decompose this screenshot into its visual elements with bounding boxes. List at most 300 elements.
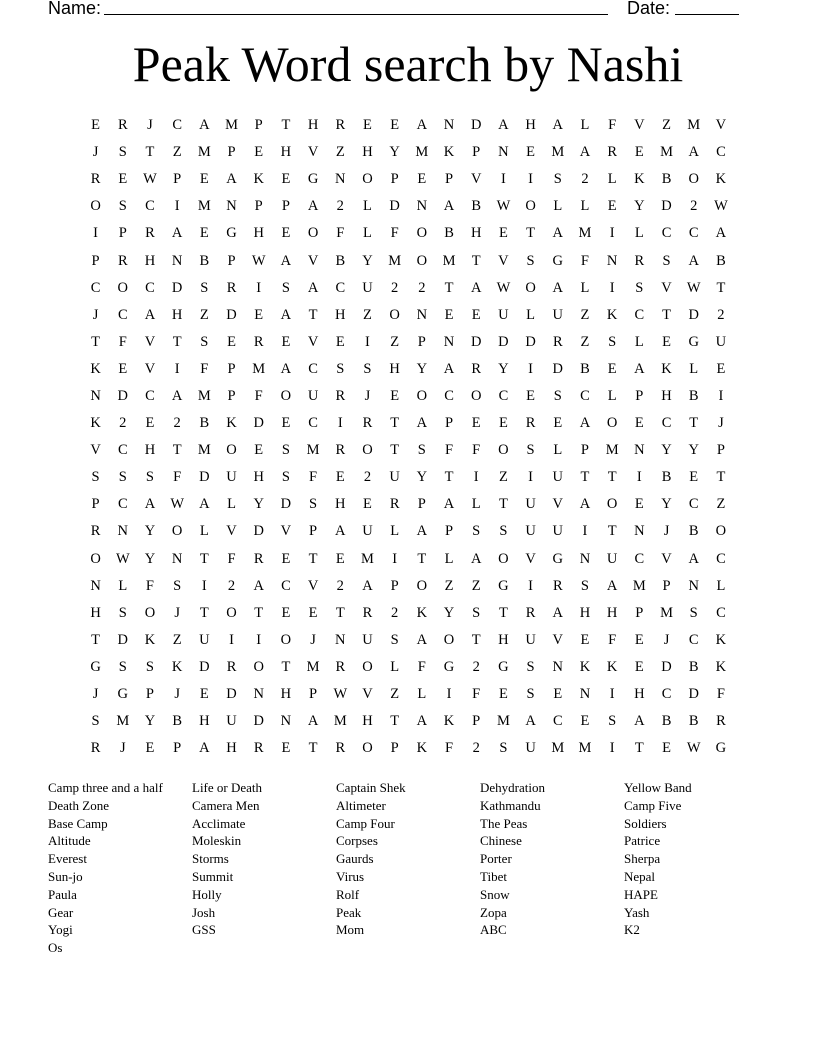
grid-cell[interactable]: H [280, 686, 292, 703]
grid-cell[interactable]: A [552, 279, 564, 296]
grid-cell[interactable]: F [608, 631, 617, 648]
grid-cell[interactable]: O [362, 442, 373, 459]
grid-cell[interactable]: A [199, 496, 210, 513]
grid-cell[interactable]: S [417, 442, 426, 459]
grid-cell[interactable]: H [634, 686, 645, 703]
grid-cell[interactable]: T [335, 604, 345, 621]
grid-cell[interactable]: C [716, 604, 726, 621]
grid-cell[interactable]: S [635, 279, 644, 296]
grid-cell[interactable]: S [662, 252, 671, 269]
grid-cell[interactable]: K [606, 658, 618, 675]
grid-cell[interactable]: E [498, 686, 508, 703]
grid-cell[interactable]: D [688, 306, 699, 323]
grid-cell[interactable]: C [172, 117, 182, 134]
grid-cell[interactable]: B [661, 171, 672, 188]
grid-cell[interactable]: I [256, 631, 262, 648]
grid-cell[interactable]: U [362, 279, 373, 296]
grid-cell[interactable]: I [229, 631, 234, 648]
grid-cell[interactable]: F [580, 252, 589, 269]
grid-cell[interactable]: A [335, 523, 346, 540]
grid-cell[interactable]: C [661, 415, 672, 432]
grid-cell[interactable]: D [199, 469, 210, 486]
grid-cell[interactable]: R [335, 442, 346, 459]
grid-cell[interactable]: E [498, 415, 508, 432]
grid-cell[interactable]: 2 [717, 306, 725, 323]
grid-cell[interactable]: E [281, 333, 291, 350]
grid-cell[interactable]: I [582, 523, 588, 540]
grid-cell[interactable]: N [552, 658, 564, 675]
grid-cell[interactable]: S [390, 631, 399, 648]
grid-cell[interactable]: H [226, 740, 237, 757]
grid-cell[interactable]: T [172, 442, 182, 459]
grid-cell[interactable]: H [335, 306, 346, 323]
grid-cell[interactable]: O [525, 279, 536, 296]
grid-cell[interactable]: M [415, 144, 429, 161]
grid-cell[interactable]: R [253, 740, 264, 757]
grid-cell[interactable]: R [90, 171, 101, 188]
grid-cell[interactable]: L [553, 442, 563, 459]
grid-cell[interactable]: B [661, 469, 672, 486]
grid-cell[interactable]: T [390, 415, 400, 432]
grid-cell[interactable]: M [197, 442, 211, 459]
grid-cell[interactable]: B [335, 252, 346, 269]
grid-cell[interactable]: M [333, 713, 347, 730]
grid-cell[interactable]: U [199, 631, 210, 648]
grid-cell[interactable]: Y [253, 496, 264, 513]
grid-cell[interactable]: C [145, 198, 155, 215]
grid-cell[interactable]: T [417, 550, 427, 567]
grid-cell[interactable]: P [390, 171, 399, 188]
grid-cell[interactable]: P [227, 144, 236, 161]
grid-cell[interactable]: D [498, 333, 509, 350]
grid-cell[interactable]: K [606, 306, 618, 323]
grid-cell[interactable]: K [253, 171, 264, 188]
date-blank-line[interactable] [675, 14, 739, 15]
grid-cell[interactable]: L [634, 225, 644, 242]
grid-cell[interactable]: O [90, 198, 101, 215]
grid-cell[interactable]: R [362, 415, 373, 432]
grid-cell[interactable]: S [118, 469, 127, 486]
grid-cell[interactable]: P [417, 496, 426, 513]
grid-cell[interactable]: J [92, 686, 99, 703]
grid-cell[interactable]: P [635, 604, 644, 621]
grid-cell[interactable]: 2 [173, 415, 181, 432]
grid-cell[interactable]: L [227, 496, 236, 513]
grid-cell[interactable]: M [551, 740, 565, 757]
grid-cell[interactable]: F [118, 333, 127, 350]
grid-cell[interactable]: L [363, 225, 372, 242]
grid-cell[interactable]: O [715, 523, 727, 540]
grid-cell[interactable]: B [444, 225, 454, 242]
grid-cell[interactable]: J [92, 306, 99, 323]
grid-cell[interactable]: A [579, 496, 591, 513]
grid-cell[interactable]: S [526, 442, 535, 459]
grid-cell[interactable]: K [90, 360, 101, 377]
grid-cell[interactable]: F [472, 686, 481, 703]
grid-cell[interactable]: I [201, 577, 207, 594]
grid-cell[interactable]: G [90, 658, 101, 675]
grid-cell[interactable]: T [526, 225, 536, 242]
grid-cell[interactable]: P [417, 333, 426, 350]
grid-cell[interactable]: Z [390, 333, 400, 350]
grid-cell[interactable]: S [608, 713, 617, 730]
grid-cell[interactable]: C [308, 360, 318, 377]
grid-cell[interactable]: T [498, 604, 508, 621]
grid-cell[interactable]: Z [498, 469, 508, 486]
grid-cell[interactable]: S [118, 604, 127, 621]
grid-cell[interactable]: W [115, 550, 130, 567]
grid-cell[interactable]: A [416, 117, 428, 134]
grid-cell[interactable]: E [335, 333, 345, 350]
grid-cell[interactable]: D [253, 523, 264, 540]
grid-cell[interactable]: U [552, 306, 564, 323]
grid-cell[interactable]: S [336, 360, 345, 377]
grid-cell[interactable]: O [606, 415, 618, 432]
grid-cell[interactable]: 2 [690, 198, 698, 215]
grid-cell[interactable]: A [253, 577, 264, 594]
grid-cell[interactable]: P [145, 686, 154, 703]
grid-cell[interactable]: Y [362, 252, 373, 269]
grid-cell[interactable]: H [335, 496, 346, 513]
grid-cell[interactable]: P [118, 225, 127, 242]
grid-cell[interactable]: G [552, 252, 564, 269]
grid-cell[interactable]: B [688, 523, 699, 540]
grid-cell[interactable]: E [390, 117, 400, 134]
grid-cell[interactable]: E [526, 387, 536, 404]
grid-cell[interactable]: O [362, 171, 373, 188]
grid-cell[interactable]: T [716, 469, 726, 486]
grid-cell[interactable]: E [199, 225, 209, 242]
grid-cell[interactable]: S [91, 713, 100, 730]
grid-cell[interactable]: I [718, 387, 724, 404]
grid-cell[interactable]: V [307, 144, 319, 161]
grid-cell[interactable]: D [688, 686, 699, 703]
grid-cell[interactable]: A [416, 523, 428, 540]
grid-cell[interactable]: E [308, 604, 318, 621]
grid-cell[interactable]: F [336, 225, 345, 242]
grid-cell[interactable]: S [526, 686, 535, 703]
grid-cell[interactable]: E [254, 442, 264, 459]
grid-cell[interactable]: H [307, 117, 319, 134]
grid-cell[interactable]: L [444, 550, 454, 567]
grid-cell[interactable]: A [280, 306, 292, 323]
grid-cell[interactable]: I [609, 686, 615, 703]
grid-cell[interactable]: E [254, 144, 264, 161]
grid-cell[interactable]: T [390, 713, 400, 730]
grid-cell[interactable]: M [496, 713, 510, 730]
grid-cell[interactable]: A [688, 144, 699, 161]
grid-cell[interactable]: C [145, 387, 155, 404]
grid-cell[interactable]: M [116, 713, 130, 730]
grid-cell[interactable]: 2 [227, 577, 236, 594]
grid-cell[interactable]: K [634, 171, 645, 188]
grid-cell[interactable]: P [91, 496, 100, 513]
grid-cell[interactable]: G [715, 740, 727, 757]
grid-cell[interactable]: O [443, 631, 455, 648]
grid-cell[interactable]: G [498, 658, 509, 675]
grid-cell[interactable]: O [226, 442, 237, 459]
grid-cell[interactable]: C [716, 550, 726, 567]
grid-cell[interactable]: C [661, 225, 672, 242]
grid-cell[interactable]: H [389, 360, 400, 377]
grid-cell[interactable]: B [716, 252, 726, 269]
grid-cell[interactable]: I [337, 415, 343, 432]
grid-cell[interactable]: V [362, 686, 373, 703]
grid-cell[interactable]: O [253, 658, 264, 675]
grid-cell[interactable]: U [307, 387, 319, 404]
grid-cell[interactable]: A [634, 360, 645, 377]
grid-cell[interactable]: T [471, 631, 481, 648]
grid-cell[interactable]: R [117, 117, 128, 134]
grid-cell[interactable]: P [173, 740, 182, 757]
grid-cell[interactable]: B [580, 360, 590, 377]
grid-cell[interactable]: U [226, 469, 237, 486]
grid-cell[interactable]: R [253, 333, 264, 350]
grid-cell[interactable]: A [634, 713, 645, 730]
grid-cell[interactable]: P [444, 171, 454, 188]
grid-cell[interactable]: E [716, 360, 726, 377]
grid-cell[interactable]: K [416, 604, 428, 621]
grid-cell[interactable]: A [606, 577, 618, 594]
grid-cell[interactable]: L [689, 360, 699, 377]
grid-cell[interactable]: E [227, 333, 236, 350]
grid-cell[interactable]: N [634, 442, 645, 459]
grid-cell[interactable]: A [552, 604, 564, 621]
grid-cell[interactable]: I [609, 740, 615, 757]
grid-cell[interactable]: H [280, 144, 292, 161]
grid-cell[interactable]: Y [144, 550, 156, 567]
grid-cell[interactable]: F [390, 225, 399, 242]
grid-cell[interactable]: M [687, 117, 701, 134]
grid-cell[interactable]: U [525, 631, 536, 648]
grid-cell[interactable]: B [661, 713, 672, 730]
grid-cell[interactable]: I [174, 198, 180, 215]
grid-cell[interactable]: A [443, 496, 455, 513]
grid-cell[interactable]: E [91, 117, 101, 134]
grid-cell[interactable]: L [580, 117, 590, 134]
grid-cell[interactable]: R [389, 496, 400, 513]
grid-cell[interactable]: U [525, 523, 536, 540]
grid-cell[interactable]: S [281, 279, 290, 296]
grid-cell[interactable]: D [470, 333, 482, 350]
grid-cell[interactable]: S [173, 577, 182, 594]
grid-cell[interactable]: S [689, 604, 698, 621]
grid-cell[interactable]: T [444, 279, 454, 296]
grid-cell[interactable]: R [145, 225, 155, 242]
grid-cell[interactable]: E [526, 144, 536, 161]
grid-cell[interactable]: O [606, 496, 618, 513]
grid-cell[interactable]: Y [389, 144, 400, 161]
grid-cell[interactable]: K [715, 658, 727, 675]
grid-cell[interactable]: H [525, 117, 536, 134]
grid-cell[interactable]: C [145, 279, 155, 296]
grid-cell[interactable]: K [579, 658, 591, 675]
grid-cell[interactable]: E [634, 631, 644, 648]
grid-cell[interactable]: R [471, 360, 482, 377]
grid-cell[interactable]: F [472, 442, 481, 459]
grid-cell[interactable]: O [416, 577, 428, 594]
grid-cell[interactable]: G [226, 225, 237, 242]
grid-cell[interactable]: U [552, 469, 564, 486]
grid-cell[interactable]: W [170, 496, 184, 513]
grid-cell[interactable]: S [200, 279, 209, 296]
grid-cell[interactable]: V [307, 252, 319, 269]
grid-cell[interactable]: W [143, 171, 157, 188]
grid-cell[interactable]: J [310, 631, 316, 648]
grid-cell[interactable]: N [90, 577, 101, 594]
grid-cell[interactable]: L [390, 523, 400, 540]
grid-cell[interactable]: S [472, 523, 481, 540]
grid-cell[interactable]: D [199, 658, 210, 675]
grid-cell[interactable]: T [199, 604, 209, 621]
grid-cell[interactable]: P [173, 171, 182, 188]
grid-cell[interactable]: V [226, 523, 237, 540]
grid-cell[interactable]: M [225, 117, 238, 134]
grid-cell[interactable]: T [607, 469, 617, 486]
grid-cell[interactable]: U [362, 631, 373, 648]
grid-cell[interactable]: I [528, 360, 534, 377]
grid-cell[interactable]: A [226, 171, 237, 188]
grid-cell[interactable]: F [227, 550, 236, 567]
grid-cell[interactable]: U [362, 523, 373, 540]
grid-cell[interactable]: O [90, 550, 101, 567]
grid-cell[interactable]: F [716, 686, 725, 703]
grid-cell[interactable]: F [608, 117, 617, 134]
grid-cell[interactable]: L [390, 658, 400, 675]
grid-cell[interactable]: W [333, 686, 348, 703]
grid-cell[interactable]: T [91, 333, 101, 350]
grid-cell[interactable]: M [252, 360, 266, 377]
grid-cell[interactable]: E [662, 333, 671, 350]
grid-cell[interactable]: A [552, 225, 564, 242]
grid-cell[interactable]: K [661, 360, 672, 377]
name-blank-line[interactable] [104, 14, 608, 15]
grid-cell[interactable]: U [498, 306, 509, 323]
grid-cell[interactable]: A [552, 117, 564, 134]
grid-cell[interactable]: C [117, 496, 128, 513]
grid-cell[interactable]: D [117, 631, 129, 648]
grid-cell[interactable]: R [117, 252, 128, 269]
grid-cell[interactable]: U [552, 523, 564, 540]
grid-cell[interactable]: S [118, 144, 127, 161]
grid-cell[interactable]: N [335, 631, 346, 648]
grid-cell[interactable]: T [580, 469, 590, 486]
grid-cell[interactable]: E [553, 686, 563, 703]
grid-cell[interactable]: R [335, 658, 346, 675]
grid-cell[interactable]: U [525, 496, 536, 513]
grid-cell[interactable]: O [470, 387, 482, 404]
grid-cell[interactable]: R [552, 333, 563, 350]
grid-cell[interactable]: V [715, 117, 727, 134]
grid-cell[interactable]: J [119, 740, 126, 757]
grid-cell[interactable]: O [498, 442, 509, 459]
grid-cell[interactable]: W [714, 198, 728, 215]
grid-cell[interactable]: N [606, 252, 618, 269]
grid-cell[interactable]: G [552, 550, 564, 567]
grid-cell[interactable]: A [307, 198, 319, 215]
grid-cell[interactable]: S [118, 658, 127, 675]
grid-cell[interactable]: M [660, 604, 673, 621]
grid-cell[interactable]: V [661, 279, 672, 296]
grid-cell[interactable]: N [90, 387, 101, 404]
grid-cell[interactable]: K [144, 631, 156, 648]
grid-cell[interactable]: E [145, 740, 155, 757]
grid-cell[interactable]: V [144, 360, 156, 377]
grid-cell[interactable]: R [226, 658, 237, 675]
grid-cell[interactable]: A [144, 306, 156, 323]
grid-cell[interactable]: T [498, 496, 508, 513]
grid-cell[interactable]: P [580, 442, 589, 459]
grid-cell[interactable]: I [174, 360, 180, 377]
grid-cell[interactable]: S [145, 469, 154, 486]
grid-cell[interactable]: S [608, 333, 617, 350]
grid-cell[interactable]: S [499, 740, 508, 757]
grid-cell[interactable]: O [362, 740, 373, 757]
grid-cell[interactable]: V [307, 333, 319, 350]
grid-cell[interactable]: D [661, 658, 672, 675]
grid-cell[interactable]: I [528, 469, 534, 486]
grid-cell[interactable]: O [171, 523, 183, 540]
grid-cell[interactable]: E [281, 550, 291, 567]
grid-cell[interactable]: G [498, 577, 509, 594]
grid-cell[interactable]: P [281, 198, 290, 215]
grid-cell[interactable]: O [416, 387, 428, 404]
grid-cell[interactable]: B [688, 387, 699, 404]
grid-cell[interactable]: W [686, 740, 701, 757]
grid-cell[interactable]: C [716, 144, 726, 161]
grid-cell[interactable]: O [416, 252, 428, 269]
grid-cell[interactable]: T [172, 333, 182, 350]
grid-cell[interactable]: M [197, 144, 211, 161]
grid-cell[interactable]: H [144, 252, 156, 269]
grid-cell[interactable]: W [251, 252, 266, 269]
grid-cell[interactable]: E [335, 469, 345, 486]
grid-cell[interactable]: A [688, 550, 699, 567]
grid-cell[interactable]: R [607, 144, 617, 161]
grid-cell[interactable]: Z [172, 144, 182, 161]
grid-cell[interactable]: R [634, 252, 645, 269]
grid-cell[interactable]: V [552, 496, 564, 513]
grid-cell[interactable]: P [472, 713, 481, 730]
grid-cell[interactable]: A [307, 713, 319, 730]
grid-cell[interactable]: I [528, 577, 534, 594]
grid-cell[interactable]: D [226, 686, 237, 703]
grid-cell[interactable]: N [443, 117, 455, 134]
grid-cell[interactable]: R [226, 279, 237, 296]
grid-cell[interactable]: 2 [336, 577, 344, 594]
grid-cell[interactable]: H [253, 225, 264, 242]
grid-cell[interactable]: A [470, 279, 482, 296]
grid-cell[interactable]: Z [580, 306, 590, 323]
grid-cell[interactable]: F [444, 740, 454, 757]
grid-cell[interactable]: W [496, 198, 511, 215]
grid-cell[interactable]: N [498, 144, 509, 161]
grid-cell[interactable]: V [498, 252, 509, 269]
grid-cell[interactable]: A [416, 415, 428, 432]
grid-cell[interactable]: C [688, 496, 699, 513]
grid-cell[interactable]: F [254, 387, 263, 404]
grid-cell[interactable]: R [335, 740, 346, 757]
grid-cell[interactable]: T [91, 631, 101, 648]
grid-cell[interactable]: R [716, 713, 726, 730]
grid-cell[interactable]: A [416, 631, 428, 648]
grid-cell[interactable]: R [552, 577, 563, 594]
grid-cell[interactable]: D [226, 306, 237, 323]
grid-cell[interactable]: N [171, 550, 183, 567]
grid-cell[interactable]: Y [498, 360, 509, 377]
grid-cell[interactable]: L [580, 198, 590, 215]
grid-cell[interactable]: N [253, 686, 264, 703]
